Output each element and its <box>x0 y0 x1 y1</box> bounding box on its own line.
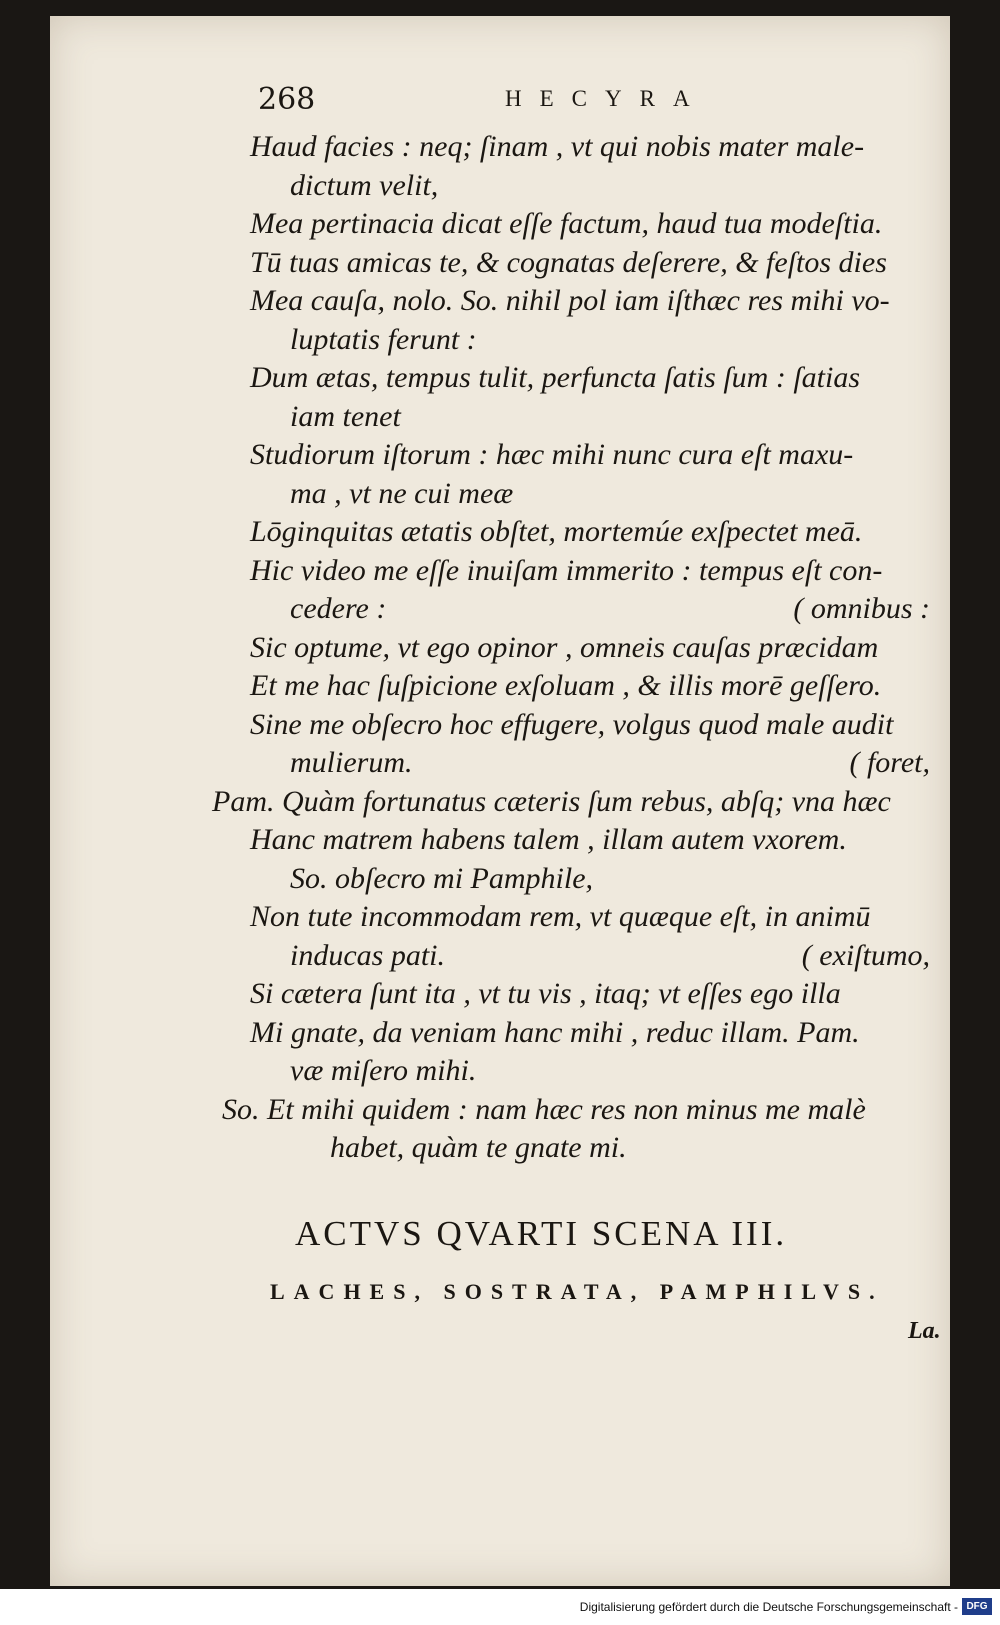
verse-line <box>250 937 930 976</box>
verse-line-text: Haud facies : neq; ſinam , vt qui nobis mater male- <box>250 130 865 163</box>
running-title: HECYRA <box>505 86 708 111</box>
verse-line-text: Sic optume, vt ego opinor , omneis cauſas præcidam <box>250 630 879 664</box>
verse-line <box>222 1091 930 1130</box>
verse-line-text: So. Et mihi quidem : nam hæc res non minus me malè <box>222 1092 866 1126</box>
verse-line-text: cedere : <box>290 592 387 625</box>
verse-line <box>250 1014 930 1053</box>
verse-line-text: Mea cauſa, nolo. So. nihil pol iam iſthæc res mihi vo- <box>250 284 890 317</box>
verse-line <box>250 898 930 937</box>
verse-line <box>250 398 930 437</box>
dfg-logo-icon: DFG <box>962 1598 992 1615</box>
verse-line-text: Tū tuas amicas te, & cognatas deſerere, & feſtos dies <box>250 245 887 279</box>
verse-line-text: Dum ætas, tempus tulit, perfuncta ſatis ſum : ſatias <box>250 361 861 394</box>
verse-line <box>250 359 930 398</box>
verse-line <box>212 783 930 822</box>
verse-line <box>250 590 930 629</box>
verse-line-text: habet, quàm te gnate mi. <box>330 1131 627 1164</box>
verse-line-carryover: ( foret, <box>849 746 930 779</box>
book-page <box>50 16 950 1586</box>
verse-line <box>250 667 930 706</box>
verse-line-text: Non tute incommodam rem, vt quæque eſt, in animū <box>250 900 871 933</box>
verse-line <box>250 1052 930 1091</box>
verse-line <box>250 860 930 899</box>
verse-line-text: iam tenet <box>290 399 401 433</box>
verse-line <box>250 629 930 668</box>
verse-line-text: Studiorum iſtorum : hæc mihi nunc cura eſt maxu- <box>250 438 854 471</box>
verse-line-text: mulierum. <box>290 746 413 779</box>
verse-line-text: Si cætera ſunt ita , vt tu vis , itaq; vt eſſes ego illa <box>250 977 841 1010</box>
verse-line-text: Mea pertinacia dicat eſſe factum, haud tua modeſtia. <box>250 207 883 240</box>
verse-line-text: Pam. Quàm fortunatus cæteris ſum rebus, abſq; vna hæc <box>212 784 891 818</box>
dramatis-personae: LACHES, SOSTRATA, PAMPHILVS. <box>270 1279 884 1304</box>
catchword: La. <box>908 1318 941 1344</box>
verse-line-text: So. obſecro mi Pamphile, <box>290 861 594 895</box>
verse-line <box>250 513 930 552</box>
verse-line <box>250 744 930 783</box>
verse-line <box>250 128 930 167</box>
verse-line-text: luptatis ferunt : <box>290 322 477 356</box>
verse-line <box>250 552 930 591</box>
verse-line-text: væ miſero mihi. <box>290 1054 477 1087</box>
verse-line-carryover: ( exiſtumo, <box>801 938 930 972</box>
verse-line <box>250 975 930 1014</box>
funding-notice: Digitalisierung gefördert durch die Deutsche Forschungsgemeinschaft - <box>579 1600 958 1614</box>
verse-line-text: Hanc matrem habens talem , illam autem vxorem. <box>250 823 847 856</box>
verse-line <box>250 475 930 514</box>
scene-heading: ACTVS QVARTI SCENA III. <box>295 1214 788 1253</box>
digitization-footer <box>0 1589 1000 1625</box>
verse-line-text: ma , vt ne cui meæ <box>290 476 514 510</box>
verse-line-text: Et me hac ſuſpicione exſoluam , & illis morē geſſero. <box>250 669 882 702</box>
verse-line-carryover: ( omnibus : <box>793 592 930 625</box>
verse-line <box>250 706 930 745</box>
verse-line <box>250 436 930 475</box>
verse-text <box>212 128 930 1168</box>
verse-line <box>250 821 930 860</box>
verse-line <box>250 321 930 360</box>
verse-line <box>250 244 930 283</box>
verse-line-text: Mi gnate, da veniam hanc mihi , reduc illam. Pam. <box>250 1015 860 1049</box>
verse-line-text: dictum velit, <box>290 168 439 202</box>
verse-line <box>250 1129 930 1168</box>
verse-line-text: Lōginquitas ætatis obſtet, mortemúe exſpectet meā. <box>250 515 863 548</box>
page-number: 268 <box>258 82 316 117</box>
verse-line <box>250 205 930 244</box>
verse-line <box>250 167 930 206</box>
page-header <box>50 72 950 122</box>
verse-line <box>250 282 930 321</box>
verse-line-text: Sine me obſecro hoc effugere, volgus quod male audit <box>250 707 894 741</box>
verse-line-text: inducas pati. <box>290 938 445 972</box>
verse-line-text: Hic video me eſſe inuiſam immerito : tempus eſt con- <box>250 553 883 587</box>
